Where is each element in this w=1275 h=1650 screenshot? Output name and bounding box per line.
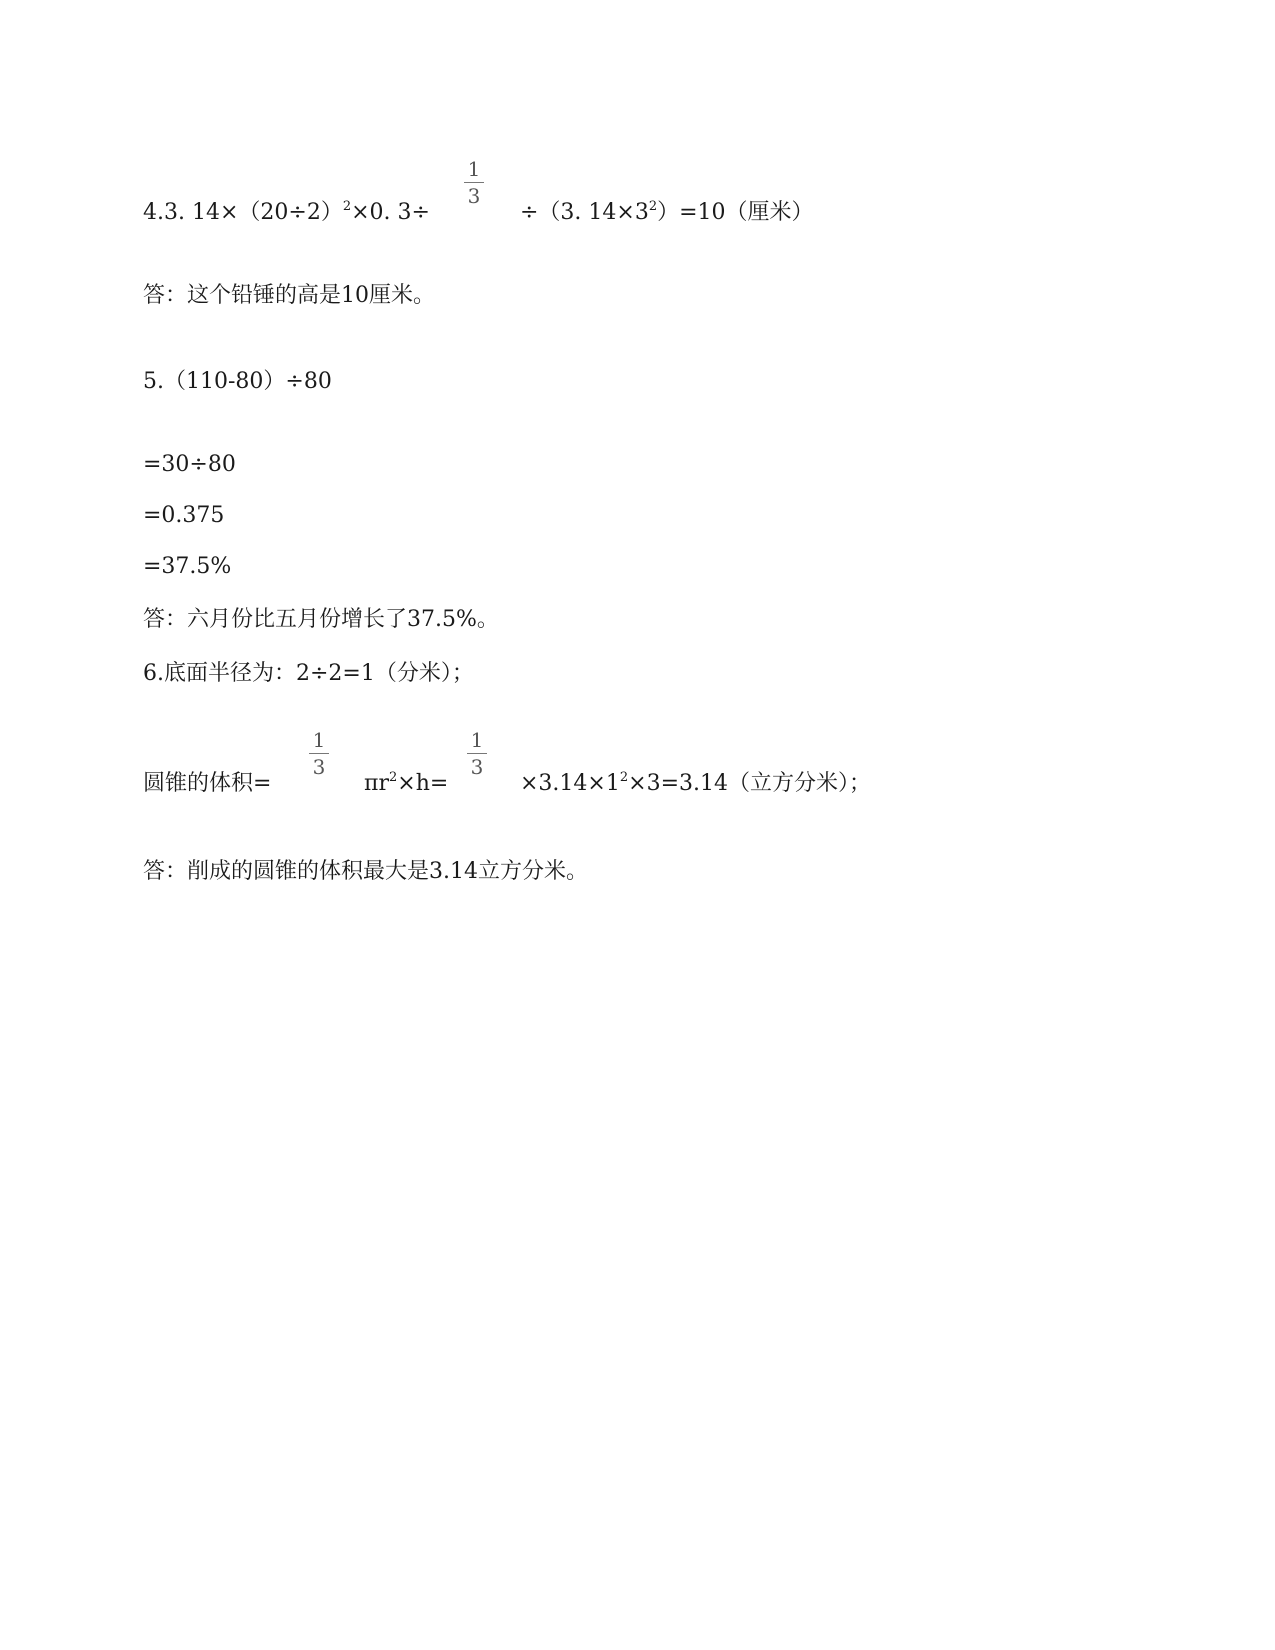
fraction-numerator: 1 bbox=[312, 728, 326, 752]
problem-6-fraction-1 bbox=[308, 729, 330, 778]
fraction-denominator: 3 bbox=[312, 755, 326, 779]
problem-5-line-3: =0.375 bbox=[143, 503, 225, 528]
problem-4-part1 bbox=[143, 199, 430, 227]
problem-4-answer: 答：这个铅锤的高是10厘米。 bbox=[143, 283, 435, 308]
problem-6-line-1: 6.底面半径为：2÷2=1（分米）； bbox=[143, 661, 474, 686]
problem-5-line-4: =37.5% bbox=[143, 554, 232, 579]
times-h-text: ×h= bbox=[397, 771, 449, 796]
fraction-denominator: 3 bbox=[470, 755, 484, 779]
problem-5-line-2: =30÷80 bbox=[143, 452, 236, 477]
pi-r-text: πr bbox=[364, 771, 389, 796]
fraction-denominator: 3 bbox=[467, 184, 481, 208]
problem-6-label: 圆锥的体积= bbox=[143, 771, 272, 796]
problem-4-exponent-2: 2 bbox=[648, 199, 658, 214]
problem-6-fraction-2 bbox=[466, 729, 488, 778]
problem-6-exponent-2: 2 bbox=[619, 770, 629, 785]
problem-4-part4-text: ）=10（厘米） bbox=[657, 200, 814, 225]
problem-4-part3-text: ÷（3. 14×3 bbox=[520, 200, 649, 225]
calc-part-2: ×3=3.14（立方分米）； bbox=[628, 771, 871, 796]
problem-6-answer: 答：削成的圆锥的体积最大是3.14立方分米。 bbox=[143, 859, 588, 884]
problem-6-exponent-1: 2 bbox=[388, 770, 398, 785]
problem-5-line-1: 5.（110-80）÷80 bbox=[143, 369, 332, 394]
fraction-bar bbox=[464, 182, 484, 183]
problem-4-part2-text: ×0. 3÷ bbox=[351, 200, 430, 225]
problem-4-part1-text: 4.3. 14×（20÷2） bbox=[143, 200, 343, 225]
fraction-bar bbox=[467, 753, 487, 754]
problem-6-calculation bbox=[520, 770, 871, 798]
problem-4-fraction bbox=[463, 158, 485, 207]
fraction-bar bbox=[309, 753, 329, 754]
problem-4-part3 bbox=[520, 199, 814, 227]
fraction-numerator: 1 bbox=[470, 728, 484, 752]
fraction-numerator: 1 bbox=[467, 157, 481, 181]
problem-6-pi-term bbox=[364, 770, 448, 798]
calc-part-1: ×3.14×1 bbox=[520, 771, 620, 796]
problem-4-exponent-1: 2 bbox=[342, 199, 352, 214]
problem-5-answer: 答：六月份比五月份增长了37.5%。 bbox=[143, 607, 499, 632]
